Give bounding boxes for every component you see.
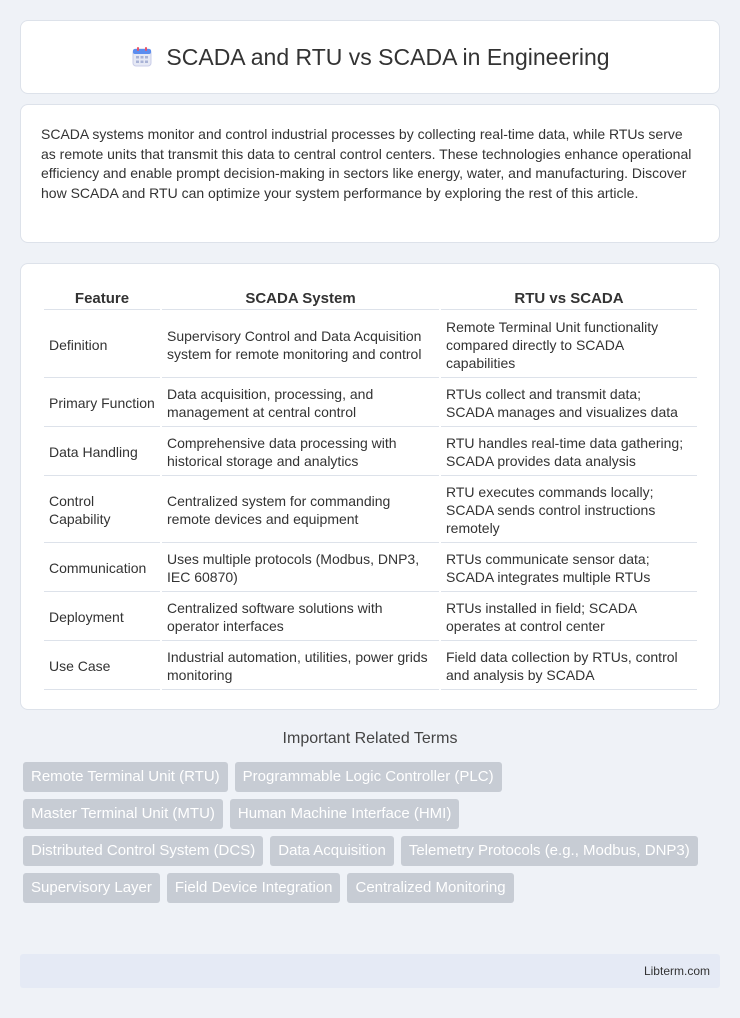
table-cell: Use Case (44, 643, 160, 690)
intro-text: SCADA systems monitor and control industrial processes by collecting real-time data, while RTUs serve as remote units that transmit this data to central control centers. These technologies enhance operational efficiency and enable prompt decision-making in sectors like energy, water, and manufacturing. Discover how SCADA and RTU can optimize your system performance by exploring the rest of this article. (41, 126, 692, 201)
column-header-rtu-vs-scada: RTU vs SCADA (441, 286, 697, 310)
table-cell: Primary Function (44, 380, 160, 427)
table-cell: Field data collection by RTUs, control and analysis by SCADA (441, 643, 697, 690)
related-term-tag[interactable]: Field Device Integration (167, 873, 341, 903)
related-term-tag[interactable]: Programmable Logic Controller (PLC) (235, 762, 502, 792)
related-term-tag[interactable]: Remote Terminal Unit (RTU) (23, 762, 228, 792)
comparison-table (42, 284, 699, 692)
related-term-tag[interactable]: Master Terminal Unit (MTU) (23, 799, 223, 829)
related-term-tag[interactable]: Telemetry Protocols (e.g., Modbus, DNP3) (401, 836, 698, 866)
column-header-feature: Feature (44, 286, 160, 310)
related-term-tag[interactable]: Data Acquisition (270, 836, 394, 866)
calendar-icon (130, 45, 154, 69)
table-cell: RTU handles real-time data gathering; SCADA provides data analysis (441, 429, 697, 476)
table-cell: Comprehensive data processing with historical storage and analytics (162, 429, 439, 476)
table-row (44, 643, 697, 690)
table-cell: Definition (44, 312, 160, 378)
table-row (44, 478, 697, 543)
table-cell: Supervisory Control and Data Acquisition system for remote monitoring and control (162, 312, 439, 378)
header-card (20, 20, 720, 94)
table-row (44, 380, 697, 427)
table-cell: Communication (44, 545, 160, 592)
related-terms-title: Important Related Terms (282, 730, 458, 747)
table-row (44, 312, 697, 378)
footer (20, 954, 720, 988)
table-row (44, 429, 697, 476)
column-header-scada-system: SCADA System (162, 286, 439, 310)
related-term-tag[interactable]: Centralized Monitoring (347, 873, 513, 903)
table-cell: Uses multiple protocols (Modbus, DNP3, IEC 60870) (162, 545, 439, 592)
table-cell: Deployment (44, 594, 160, 641)
related-term-tag[interactable]: Human Machine Interface (HMI) (230, 799, 459, 829)
comparison-table-card (20, 263, 720, 710)
table-cell: Data Handling (44, 429, 160, 476)
table-cell: RTUs installed in field; SCADA operates at control center (441, 594, 697, 641)
table-cell: Remote Terminal Unit functionality compared directly to SCADA capabilities (441, 312, 697, 378)
table-cell: Control Capability (44, 478, 160, 543)
page-title: SCADA and RTU vs SCADA in Engineering (166, 43, 610, 70)
table-cell: RTU executes commands locally; SCADA sends control instructions remotely (441, 478, 697, 543)
table-row (44, 594, 697, 641)
intro-card (20, 104, 720, 243)
related-term-tag[interactable]: Distributed Control System (DCS) (23, 836, 263, 866)
table-cell: RTUs collect and transmit data; SCADA manages and visualizes data (441, 380, 697, 427)
table-cell: Centralized system for commanding remote devices and equipment (162, 478, 439, 543)
table-row (44, 545, 697, 592)
related-terms-list (23, 762, 703, 903)
table-cell: RTUs communicate sensor data; SCADA integrates multiple RTUs (441, 545, 697, 592)
table-cell: Data acquisition, processing, and management at central control (162, 380, 439, 427)
table-cell: Centralized software solutions with operator interfaces (162, 594, 439, 641)
table-header-row (44, 286, 697, 310)
footer-site-link[interactable]: Libterm.com (643, 964, 710, 978)
related-term-tag[interactable]: Supervisory Layer (23, 873, 160, 903)
table-cell: Industrial automation, utilities, power grids monitoring (162, 643, 439, 690)
